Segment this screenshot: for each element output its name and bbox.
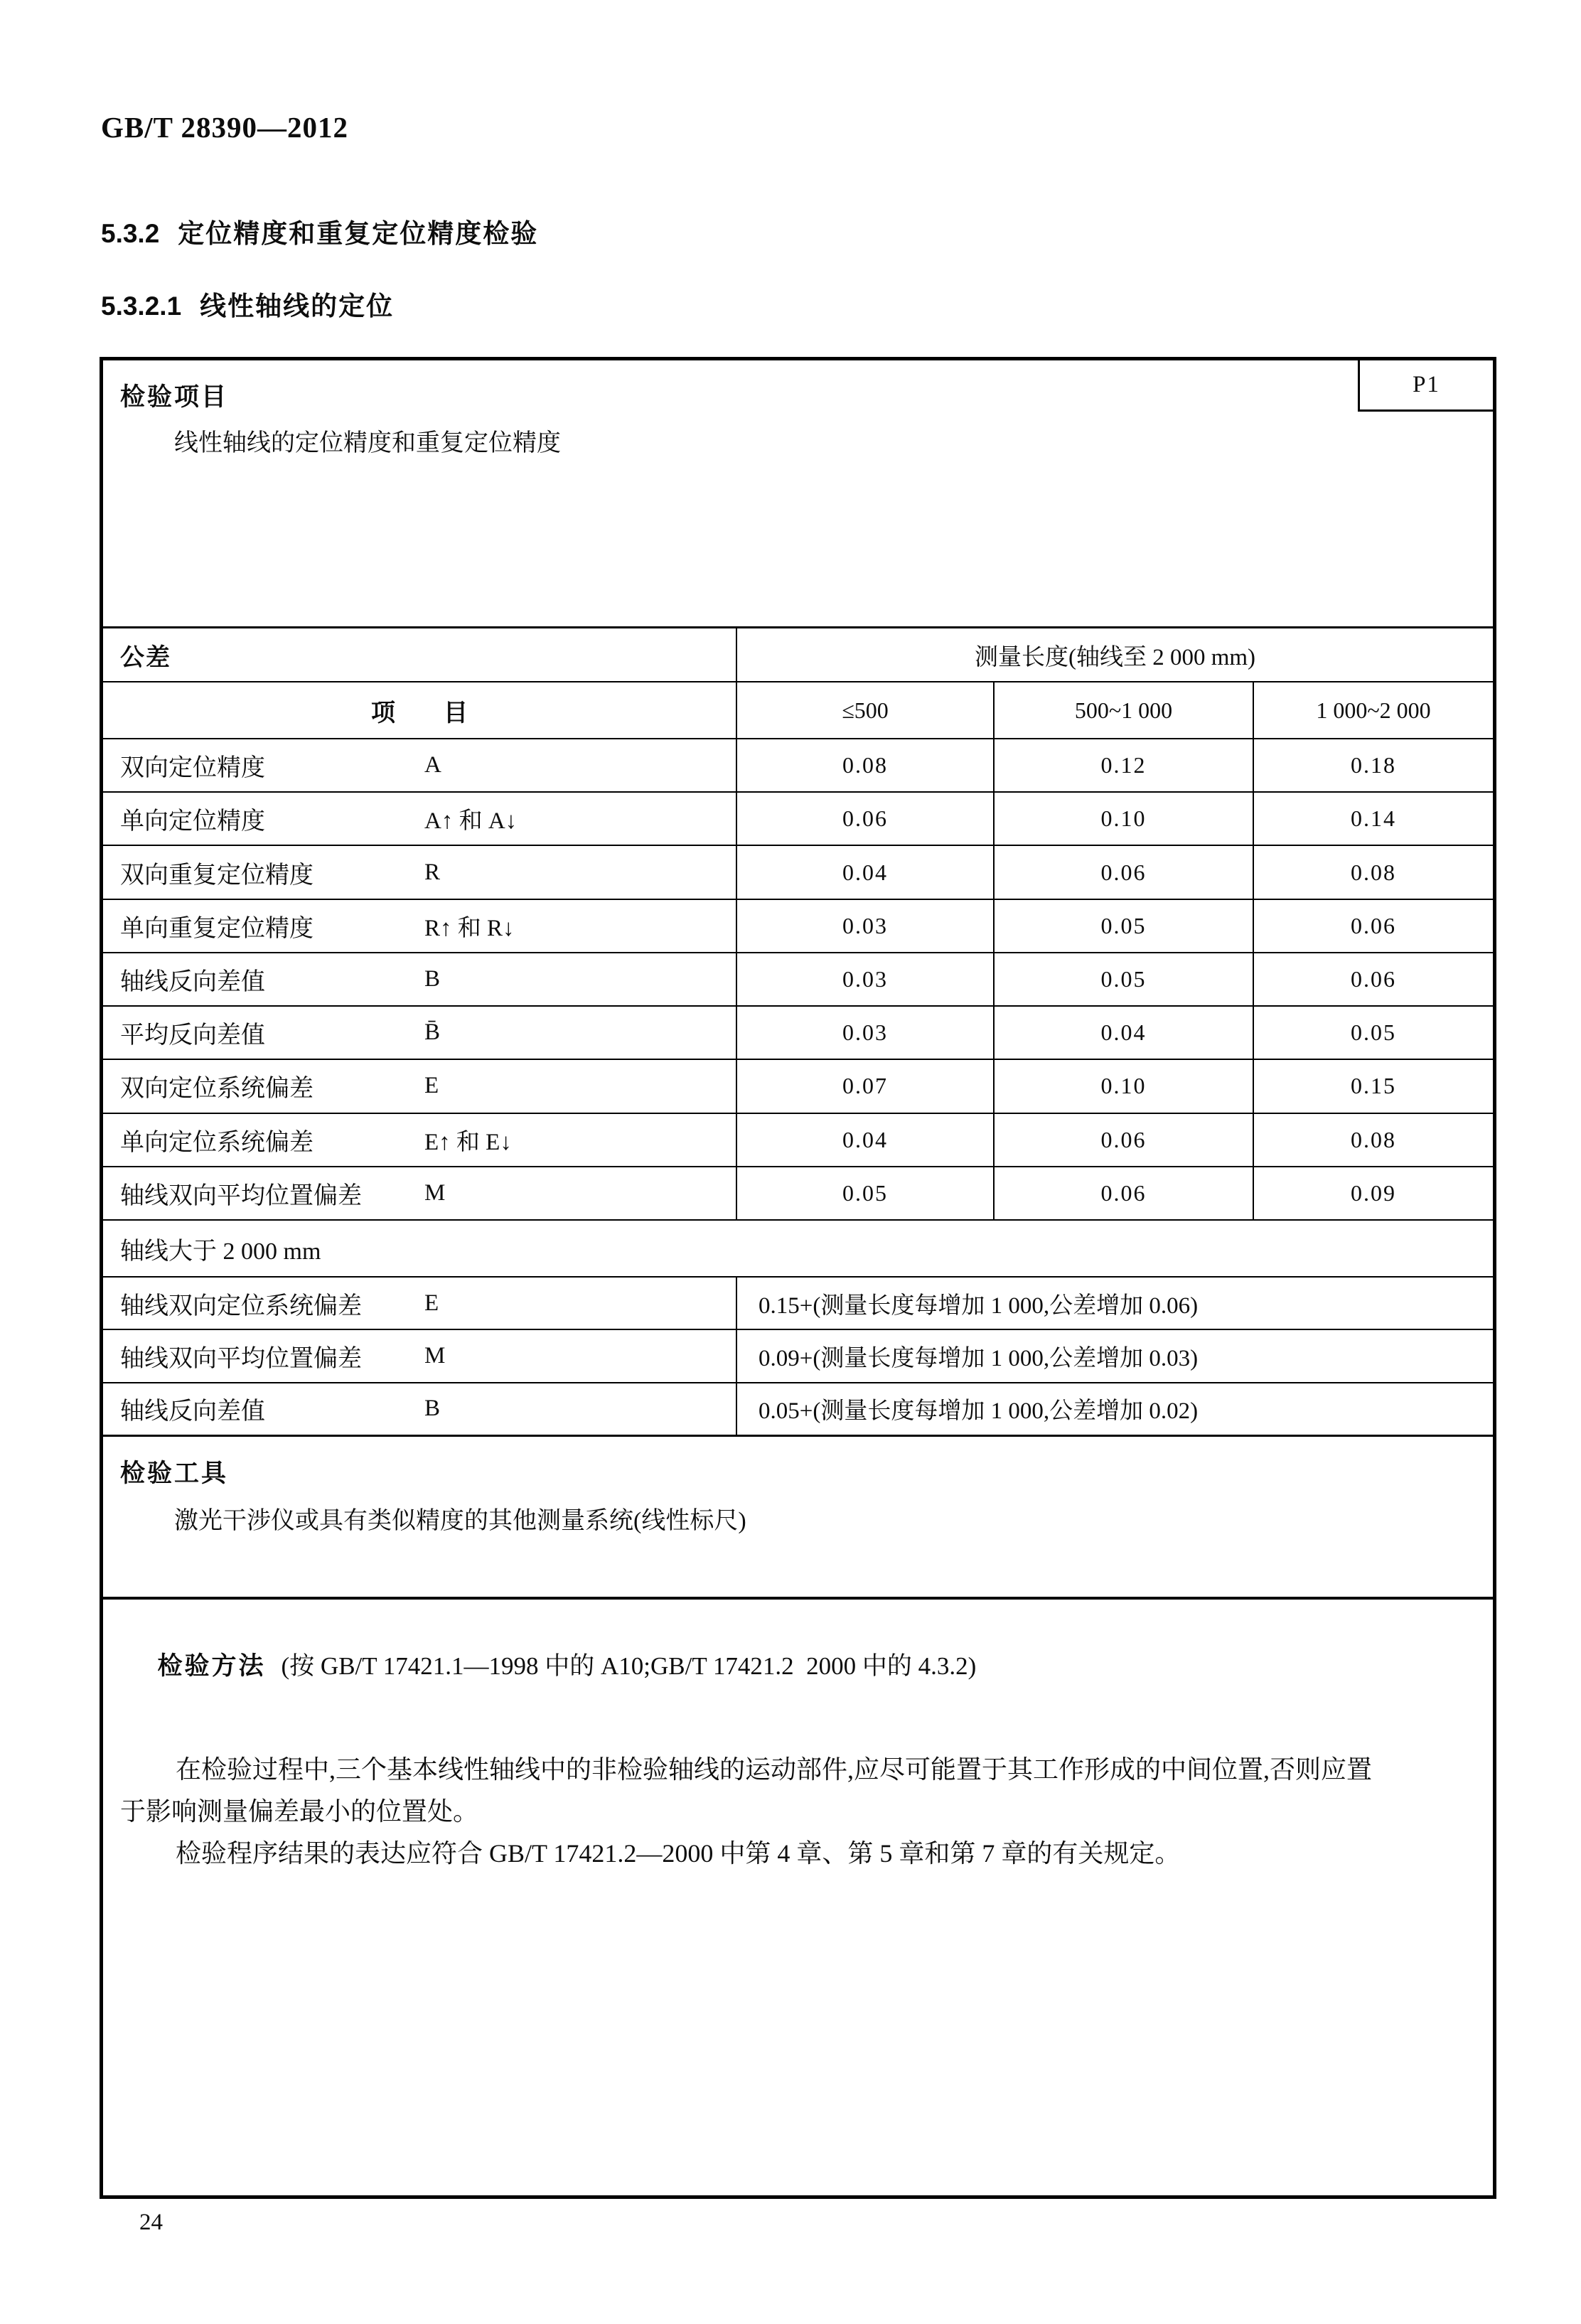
row-label: 平均反向差值 xyxy=(120,1022,265,1049)
item-code: P1 xyxy=(1413,372,1440,397)
table-row xyxy=(103,738,1493,791)
row-label: 轴线反向差值 xyxy=(120,1398,265,1425)
tolerance-header-row xyxy=(103,626,1493,681)
column-header-row xyxy=(103,681,1493,738)
value-500-1000: 0.05 xyxy=(993,900,1253,952)
value-1000-2000: 0.09 xyxy=(1253,1167,1493,1219)
table-row xyxy=(103,791,1493,845)
tools-description: 激光干涉仪或具有类似精度的其他测量系统(线性标尺) xyxy=(174,1508,746,1534)
measure-length-header: 测量长度(轴线至 2 000 mm) xyxy=(736,628,1493,681)
tools-section xyxy=(103,1435,1493,1597)
row-symbol: A xyxy=(424,752,441,778)
value-le500: 0.04 xyxy=(736,846,993,898)
table-row xyxy=(103,1329,1493,1381)
table-row xyxy=(103,1276,1493,1329)
range-column-1: ≤500 xyxy=(736,682,993,738)
row-symbol: B xyxy=(424,1396,441,1422)
value-le500: 0.03 xyxy=(736,1007,993,1059)
row-label: 单向定位精度 xyxy=(120,808,265,835)
method-paragraph-line: 检验程序结果的表达应符合 GB/T 17421.2—2000 中第 4 章、第 5 章和第 7 章的有关规定。 xyxy=(176,1839,1181,1868)
row-symbol: B̄ xyxy=(424,1019,441,1046)
range-column-3: 1 000~2 000 xyxy=(1253,682,1493,738)
value-1000-2000: 0.06 xyxy=(1253,953,1493,1005)
item-code-box xyxy=(1358,360,1493,412)
row-symbol: M xyxy=(424,1342,446,1369)
row-formula: 0.09+(测量长度每增加 1 000,公差增加 0.03) xyxy=(736,1330,1493,1381)
row-symbol: A↑ 和 A↓ xyxy=(424,808,518,835)
value-le500: 0.07 xyxy=(736,1060,993,1112)
value-1000-2000: 0.05 xyxy=(1253,1007,1493,1059)
item-column-header: 项 目 xyxy=(371,700,468,727)
value-500-1000: 0.10 xyxy=(993,1060,1253,1112)
row-label: 单向定位系统偏差 xyxy=(120,1129,313,1156)
row-label-cell xyxy=(103,846,736,898)
row-label: 双向定位系统偏差 xyxy=(120,1076,313,1103)
row-symbol: R xyxy=(424,859,441,885)
table-row xyxy=(103,1382,1493,1435)
value-le500: 0.03 xyxy=(736,900,993,952)
row-symbol: B xyxy=(424,965,441,992)
tools-label: 检验工具 xyxy=(120,1460,229,1487)
row-label-cell xyxy=(103,953,736,1005)
method-paragraphs xyxy=(120,1749,1479,1875)
inspection-item-label: 检验项目 xyxy=(120,383,229,411)
inspection-table xyxy=(100,357,1496,2199)
method-paragraph-line: 在检验过程中,三个基本线性轴线中的非检验轴线的运动部件,应尽可能置于其工作形成的中间位置,否则应置 xyxy=(176,1755,1373,1784)
row-label-cell xyxy=(103,1278,736,1329)
row-symbol: E xyxy=(424,1073,439,1099)
value-1000-2000: 0.14 xyxy=(1253,793,1493,845)
row-label-cell xyxy=(103,900,736,952)
table-row xyxy=(103,899,1493,952)
table-row xyxy=(103,952,1493,1005)
table-row xyxy=(103,1005,1493,1059)
value-500-1000: 0.12 xyxy=(993,739,1253,791)
row-label: 双向定位精度 xyxy=(120,755,265,782)
value-le500: 0.05 xyxy=(736,1167,993,1219)
row-symbol: M xyxy=(424,1179,446,1206)
page-number: 24 xyxy=(139,2210,163,2235)
method-reference: (按 GB/T 17421.1—1998 中的 A10;GB/T 17421.2 2000 中的 4.3.2) xyxy=(281,1652,977,1680)
value-500-1000: 0.06 xyxy=(993,1167,1253,1219)
row-label-cell xyxy=(103,1060,736,1112)
value-500-1000: 0.06 xyxy=(993,1114,1253,1166)
subsection-number: 5.3.2.1 xyxy=(101,291,182,321)
value-1000-2000: 0.18 xyxy=(1253,739,1493,791)
range-column-2: 500~1 000 xyxy=(993,682,1253,738)
subsection-heading xyxy=(101,284,394,323)
row-label-cell xyxy=(103,1383,736,1435)
row-symbol: E↑ 和 E↓ xyxy=(424,1129,512,1155)
section-number: 5.3.2 xyxy=(101,219,160,248)
row-formula: 0.05+(测量长度每增加 1 000,公差增加 0.02) xyxy=(736,1383,1493,1435)
method-title-line xyxy=(120,1618,1479,1710)
tolerance-label: 公差 xyxy=(120,643,171,671)
row-label: 轴线双向定位系统偏差 xyxy=(120,1292,362,1319)
table-row xyxy=(103,1059,1493,1112)
row-label: 双向重复定位精度 xyxy=(120,862,313,889)
inspection-item-description: 线性轴线的定位精度和重复定位精度 xyxy=(174,430,561,456)
value-500-1000: 0.10 xyxy=(993,793,1253,845)
value-500-1000: 0.05 xyxy=(993,953,1253,1005)
value-le500: 0.04 xyxy=(736,1114,993,1166)
value-le500: 0.03 xyxy=(736,953,993,1005)
value-1000-2000: 0.15 xyxy=(1253,1060,1493,1112)
table-row xyxy=(103,845,1493,898)
value-le500: 0.06 xyxy=(736,793,993,845)
value-le500: 0.08 xyxy=(736,739,993,791)
subsection-title: 线性轴线的定位 xyxy=(200,291,395,321)
row-label: 轴线双向平均位置偏差 xyxy=(120,1345,362,1372)
section-heading xyxy=(101,212,538,250)
row-label-cell xyxy=(103,739,736,791)
value-500-1000: 0.04 xyxy=(993,1007,1253,1059)
row-label: 单向重复定位精度 xyxy=(120,915,313,942)
row-label: 轴线反向差值 xyxy=(120,968,265,995)
row-label: 轴线双向平均位置偏差 xyxy=(120,1182,362,1209)
row-label-cell xyxy=(103,1167,736,1219)
inspection-item-section xyxy=(103,360,1493,626)
over-2000-rows xyxy=(103,1276,1493,1435)
row-formula: 0.15+(测量长度每增加 1 000,公差增加 0.06) xyxy=(736,1278,1493,1329)
tolerance-rows xyxy=(103,738,1493,1219)
method-section xyxy=(103,1597,1493,2195)
method-label: 检验方法 xyxy=(157,1652,266,1680)
over-2000-header: 轴线大于 2 000 mm xyxy=(103,1219,1493,1276)
row-label-cell xyxy=(103,1007,736,1059)
row-label-cell xyxy=(103,1330,736,1381)
value-1000-2000: 0.08 xyxy=(1253,846,1493,898)
row-label-cell xyxy=(103,1114,736,1166)
value-1000-2000: 0.08 xyxy=(1253,1114,1493,1166)
standard-number: GB/T 28390—2012 xyxy=(101,111,348,144)
method-paragraph-line: 于影响测量偏差最小的位置处。 xyxy=(120,1797,479,1826)
value-1000-2000: 0.06 xyxy=(1253,900,1493,952)
section-title: 定位精度和重复定位精度检验 xyxy=(178,219,539,248)
row-label-cell xyxy=(103,793,736,845)
row-symbol: E xyxy=(424,1290,439,1316)
table-row xyxy=(103,1113,1493,1166)
table-row xyxy=(103,1166,1493,1219)
value-500-1000: 0.06 xyxy=(993,846,1253,898)
row-symbol: R↑ 和 R↓ xyxy=(424,915,515,941)
